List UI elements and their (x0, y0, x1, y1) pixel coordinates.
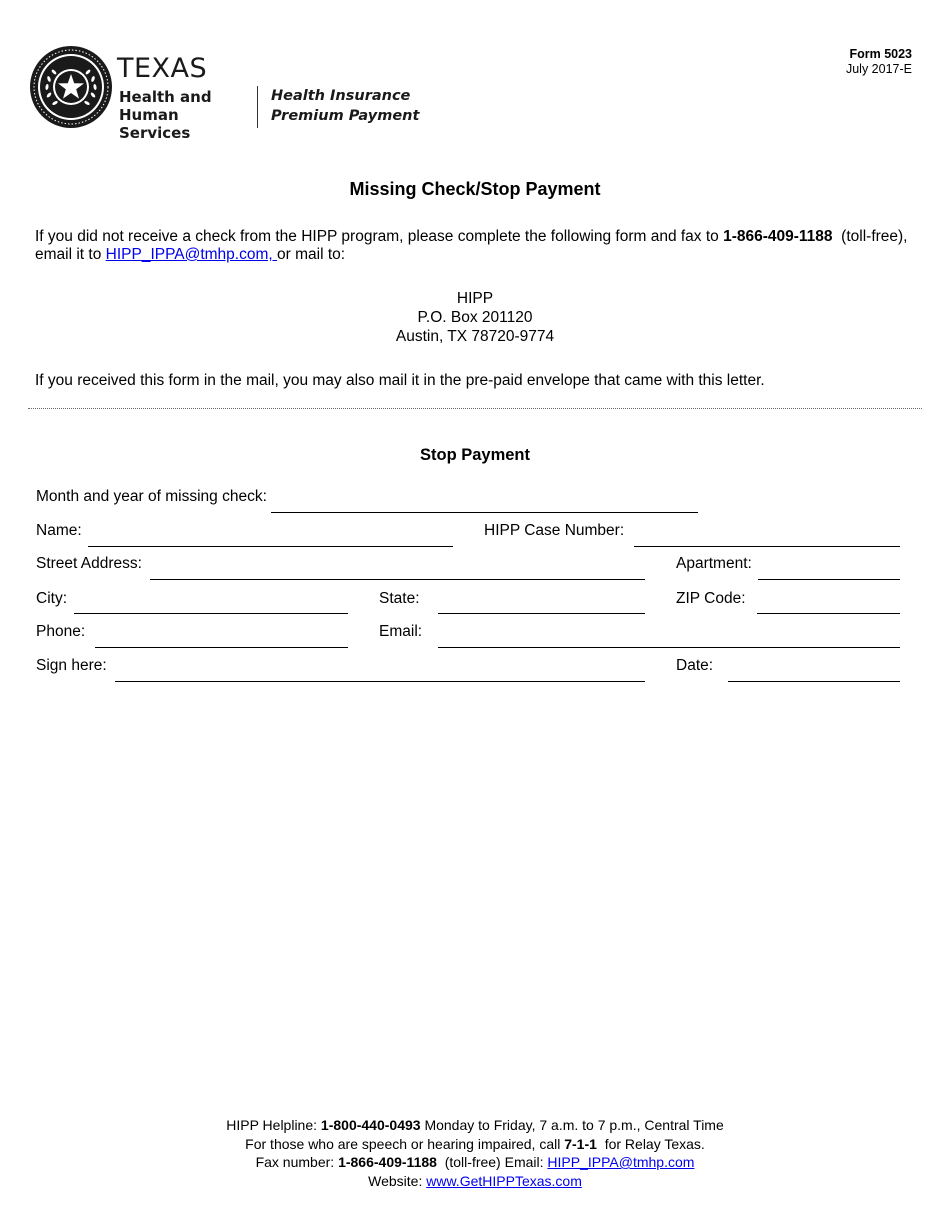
footer (0, 1116, 950, 1190)
email-label: Email: (379, 623, 423, 640)
name-field[interactable] (88, 546, 453, 547)
intro-text-2: (toll-free), email it to (35, 228, 912, 263)
state-field[interactable] (438, 613, 645, 614)
fax-number: 1-866-409-1188 (338, 1154, 437, 1170)
envelope-note: If you received this form in the mail, you may also mail it in the pre-paid envelope that came with this letter. (35, 372, 765, 389)
website-link[interactable]: www.GetHIPPTexas.com (426, 1172, 582, 1189)
phone-field[interactable] (95, 647, 348, 648)
intro-paragraph (35, 228, 920, 264)
brand-subtitle-line-1: Health and Human (119, 88, 212, 124)
footer-fax-line (0, 1153, 950, 1172)
date-field[interactable] (728, 681, 900, 682)
brand-subtitle (119, 88, 259, 142)
city-field[interactable] (74, 613, 348, 614)
month-year-label: Month and year of missing check: (36, 488, 267, 505)
case-number-label: HIPP Case Number: (484, 522, 625, 539)
state-label: State: (379, 590, 420, 607)
footer-website-line (0, 1172, 950, 1191)
apartment-field[interactable] (758, 579, 900, 580)
address-line-3: Austin, TX 78720-9774 (395, 328, 555, 345)
city-label: City: (36, 590, 67, 607)
dotted-separator (28, 408, 922, 409)
website-label: Website: (368, 1172, 427, 1189)
zip-code-label: ZIP Code: (676, 590, 746, 607)
page-title: Missing Check/Stop Payment (349, 179, 601, 199)
form-date: July 2017-E (845, 62, 912, 76)
zip-code-field[interactable] (757, 613, 900, 614)
signature-field[interactable] (115, 681, 645, 682)
footer-relay-line (0, 1135, 950, 1154)
helpline-hours: Monday to Friday, 7 a.m. to 7 p.m., Central Time (420, 1117, 724, 1133)
helpline-number: 1-800-440-0493 (320, 1117, 421, 1133)
name-label: Name: (36, 522, 82, 539)
program-name-line-2: Premium Payment (271, 108, 420, 124)
brand-divider (257, 86, 258, 128)
apartment-label: Apartment: (676, 555, 752, 572)
brand-name: TEXAS (117, 53, 208, 84)
street-address-field[interactable] (150, 579, 645, 580)
relay-text-2: for Relay Texas. (596, 1135, 705, 1152)
date-label: Date: (676, 657, 714, 674)
address-line-2: P.O. Box 201120 (417, 309, 533, 326)
email-field[interactable] (438, 647, 900, 648)
intro-email-link[interactable]: HIPP_IPPA@tmhp.com, (105, 246, 278, 263)
brand-subtitle-line-2: Services (119, 124, 191, 142)
street-address-label: Street Address: (36, 555, 142, 572)
texas-seal-logo (29, 45, 113, 129)
mailing-address (0, 289, 950, 346)
section-title: Stop Payment (419, 446, 531, 464)
footer-helpline-line (0, 1116, 950, 1135)
program-name (271, 86, 431, 126)
form-meta (846, 47, 912, 77)
intro-fax-number: 1-866-409-1188 (723, 228, 833, 245)
relay-text-1: For those who are speech or hearing impaired, call (245, 1135, 565, 1152)
relay-number: 7-1-1 (564, 1135, 597, 1152)
intro-text-1: If you did not receive a check from the HIPP program, please complete the following form and fax to (35, 228, 724, 245)
program-name-line-1: Health Insurance (271, 88, 411, 104)
month-year-field[interactable] (271, 512, 698, 513)
footer-email-link[interactable]: HIPP_IPPA@tmhp.com (547, 1154, 695, 1170)
phone-label: Phone: (36, 623, 86, 640)
signature-label: Sign here: (36, 657, 107, 674)
helpline-label: HIPP Helpline: (226, 1117, 321, 1133)
fax-label: Fax number: (255, 1154, 339, 1170)
case-number-field[interactable] (634, 546, 900, 547)
intro-text-3: or mail to: (277, 246, 346, 263)
form-number: Form 5023 (849, 47, 912, 61)
address-line-1: HIPP (456, 290, 494, 307)
fax-tollfree: (toll-free) Email: (436, 1154, 548, 1170)
